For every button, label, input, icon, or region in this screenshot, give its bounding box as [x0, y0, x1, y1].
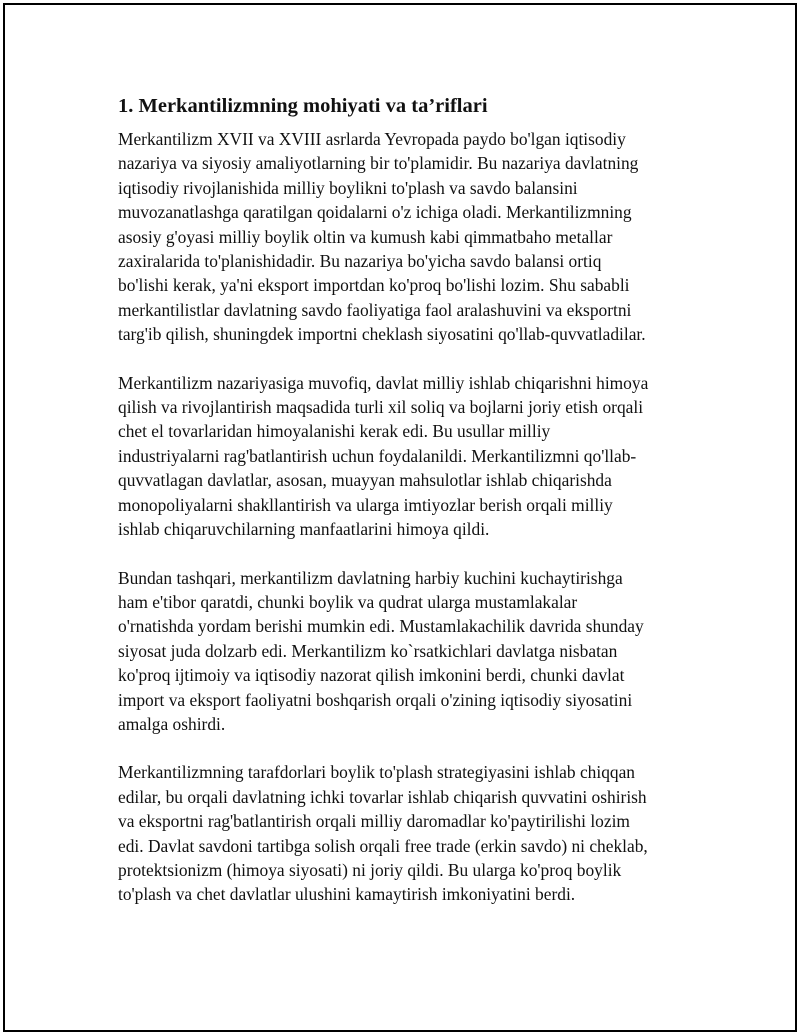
document-body	[118, 93, 698, 931]
text-line: Merkantilizmning tarafdorlari boylik to'plash strategiyasini ishlab chiqqan	[118, 762, 635, 783]
text-line: to'plash va chet davlatlar ulushini kamaytirish imkoniyatini berdi.	[118, 884, 576, 905]
text-line: Merkantilizm nazariyasiga muvofiq, davlat milliy ishlab chiqarishni himoya	[118, 372, 649, 393]
text-line: muvozanatlashga qaratilgan qoidalarni o'z ichiga oladi. Merkantilizmning	[118, 202, 632, 223]
text-line: asosiy g'oyasi milliy boylik oltin va kumush kabi qimmatbaho metallar	[118, 226, 613, 247]
text-line: ishlab chiqaruvchilarning manfaatlarini himoya qildi.	[118, 519, 490, 540]
text-line: targ'ib qilish, shuningdek importni cheklash siyosatini qo'llab-quvvatladilar.	[118, 324, 646, 345]
text-line: Bundan tashqari, merkantilizm davlatning harbiy kuchini kuchaytirishga	[118, 567, 623, 588]
text-line: import va eksport faoliyatni boshqarish orqali o'zining iqtisodiy siyosatini	[118, 689, 633, 710]
paragraph-4	[118, 760, 698, 906]
text-line: industriyalarni rag'batlantirish uchun foydalanildi. Merkantilizmni qo'llab-	[118, 445, 637, 466]
text-line: qilish va rivojlantirish maqsadida turli xil soliq va bojlarni joriy etish orqali	[118, 397, 644, 418]
text-line: merkantilistlar davlatning savdo faoliyatiga faol aralashuvini va eksportni	[118, 299, 632, 320]
paragraph-1	[118, 127, 698, 347]
text-line: Merkantilizm XVII va XVIII asrlarda Yevropada paydo bo'lgan iqtisodiy	[118, 129, 626, 149]
text-line: edi. Davlat savdoni tartibga solish orqali free trade (erkin savdo) ni cheklab,	[118, 835, 648, 856]
paragraph-3	[118, 566, 698, 737]
text-line: siyosat juda dolzarb edi. Merkantilizm ko`rsatkichlari davlatga nisbatan	[118, 640, 618, 661]
text-line: bo'lishi kerak, ya'ni eksport importdan ko'proq bo'lishi lozim. Shu sababli	[118, 275, 630, 296]
text-line: ko'proq ijtimoiy va iqtisodiy nazorat qilish imkonini berdi, chunki davlat	[118, 665, 625, 686]
text-line: edilar, bu orqali davlatning ichki tovarlar ishlab chiqarish quvvatini oshirish	[118, 786, 647, 807]
text-line: o'rnatishda yordam berishi mumkin edi. Mustamlakachilik davrida shunday	[118, 616, 644, 637]
text-line: monopoliyalarni shakllantirish va ularga imtiyozlar berish orqali milliy	[118, 494, 613, 515]
paragraph-2	[118, 371, 698, 542]
text-line: zaxiralarida to'planishidadir. Bu nazariya bo'yicha savdo balansi ortiq	[118, 251, 602, 272]
text-line: iqtisodiy rivojlanishida milliy boylikni to'plash va savdo balansini	[118, 177, 578, 198]
section-heading: 1. Merkantilizmning mohiyati va ta’riflari	[118, 95, 488, 117]
text-line: amalga oshirdi.	[118, 713, 226, 734]
text-line: ham e'tibor qaratdi, chunki boylik va qudrat ularga mustamlakalar	[118, 591, 578, 612]
text-line: quvvatlagan davlatlar, asosan, muayyan mahsulotlar ishlab chiqarishda	[118, 470, 612, 491]
text-line: protektsionizm (himoya siyosati) ni joriy qildi. Bu ularga ko'proq boylik	[118, 859, 622, 880]
text-line: chet el tovarlaridan himoyalanishi kerak edi. Bu usullar milliy	[118, 421, 551, 442]
text-line: nazariya va siyosiy amaliyotlarning bir to'plamidir. Bu nazariya davlatning	[118, 153, 639, 174]
text-line: va eksportni rag'batlantirish orqali milliy daromadlar ko'paytirilishi lozim	[118, 811, 630, 832]
